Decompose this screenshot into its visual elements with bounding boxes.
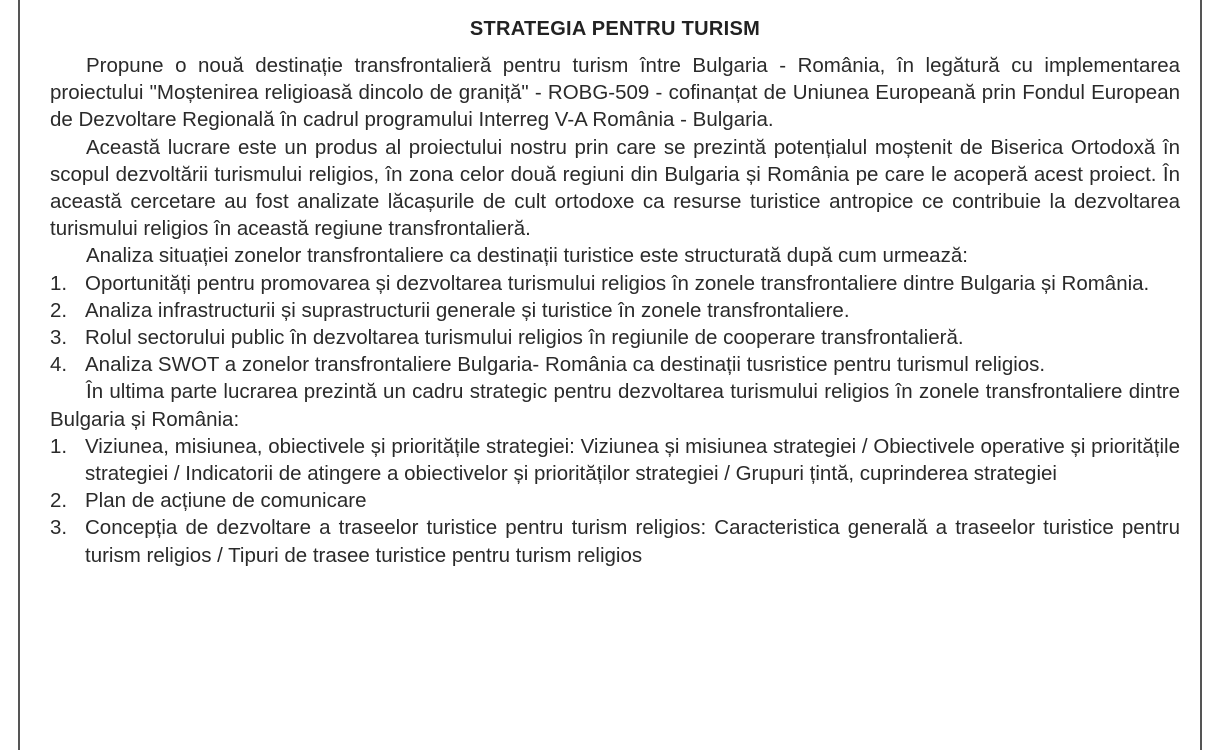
list-item (50, 324, 1180, 351)
list-item (50, 514, 1180, 568)
list-item-text: Oportunități pentru promovarea și dezvoltarea turismului religios în zonele transfrontaliere dintre Bulgaria și România. (85, 271, 1150, 295)
analysis-intro-paragraph: Analiza situației zonelor transfrontaliere ca destinații turistice este structurată după cum urmează: (86, 244, 968, 268)
product-paragraph: Această lucrare este un produs al proiectului nostru prin care se prezintă potențialul moștenit de Biserica Ortodoxă în scopul dezvoltării turismului religios, în zona celor două regiuni din Bulgaria și România pe care le acoperă acest proiect. În această cercetare au fost analizate lăcașurile de cult ortodoxe ca resurse turistice antropice ce contribuie la dezvoltarea turismului religios în această regiune transfrontalieră. (50, 135, 1180, 241)
list-item-text: Viziunea, misiunea, obiectivele și prioritățile strategiei: Viziunea și misiunea strategiei / Obiectivele operative și prioritățile strategiei / Indicatorii de atingere a obiectivelor și priorităților strategiei / Grupuri țintă, cuprinderea strategiei (85, 434, 1180, 486)
right-border-line (1200, 0, 1202, 750)
list-item (50, 351, 1180, 378)
document-body (50, 14, 1180, 569)
list-item (50, 487, 1180, 514)
document-title: STRATEGIA PENTRU TURISM (469, 18, 761, 40)
list-item-text: Analiza infrastructurii și suprastructurii generale și turistice în zonele transfrontaliere. (85, 298, 850, 322)
list-item-text: Analiza SWOT a zonelor transfrontaliere Bulgaria- România ca destinații tusristice pentru turismul religios. (85, 353, 1046, 377)
strategy-list (50, 433, 1180, 569)
list-item-number: 1. (50, 434, 68, 458)
analysis-list (50, 270, 1180, 379)
list-item (50, 297, 1180, 324)
list-item (50, 433, 1180, 487)
list-item (50, 270, 1180, 297)
list-item-number: 2. (50, 489, 68, 513)
left-border-line (18, 0, 20, 750)
list-item-number: 1. (50, 271, 68, 295)
list-item-text: Concepția de dezvoltare a traseelor turistice pentru turism religios: Caracteristica generală a traseelor turistice pentru turism religios / Tipuri de trasee turistice pentru turism religios (85, 516, 1180, 567)
list-item-text: Rolul sectorului public în dezvoltarea turismului religios în regiunile de cooperare transfrontalieră. (85, 326, 964, 350)
list-item-number: 3. (50, 326, 68, 350)
last-part-paragraph: În ultima parte lucrarea prezintă un cadru strategic pentru dezvoltarea turismului religios în zonele transfrontaliere dintre Bulgaria și România: (50, 380, 1180, 431)
list-item-number: 2. (50, 298, 68, 322)
list-item-text: Plan de acțiune de comunicare (85, 489, 367, 513)
intro-paragraph: Propune o nouă destinație transfrontalieră pentru turism între Bulgaria - România, în legătură cu implementarea proiectului "Moștenirea religioasă dincolo de graniță" - ROBG-509 - cofinanțat de Uniunea Europeană prin Fondul European de Dezvoltare Regională în cadrul programului Interreg V-A România - Bulgaria. (50, 54, 1180, 132)
list-item-number: 3. (50, 516, 68, 540)
list-item-number: 4. (50, 353, 68, 377)
